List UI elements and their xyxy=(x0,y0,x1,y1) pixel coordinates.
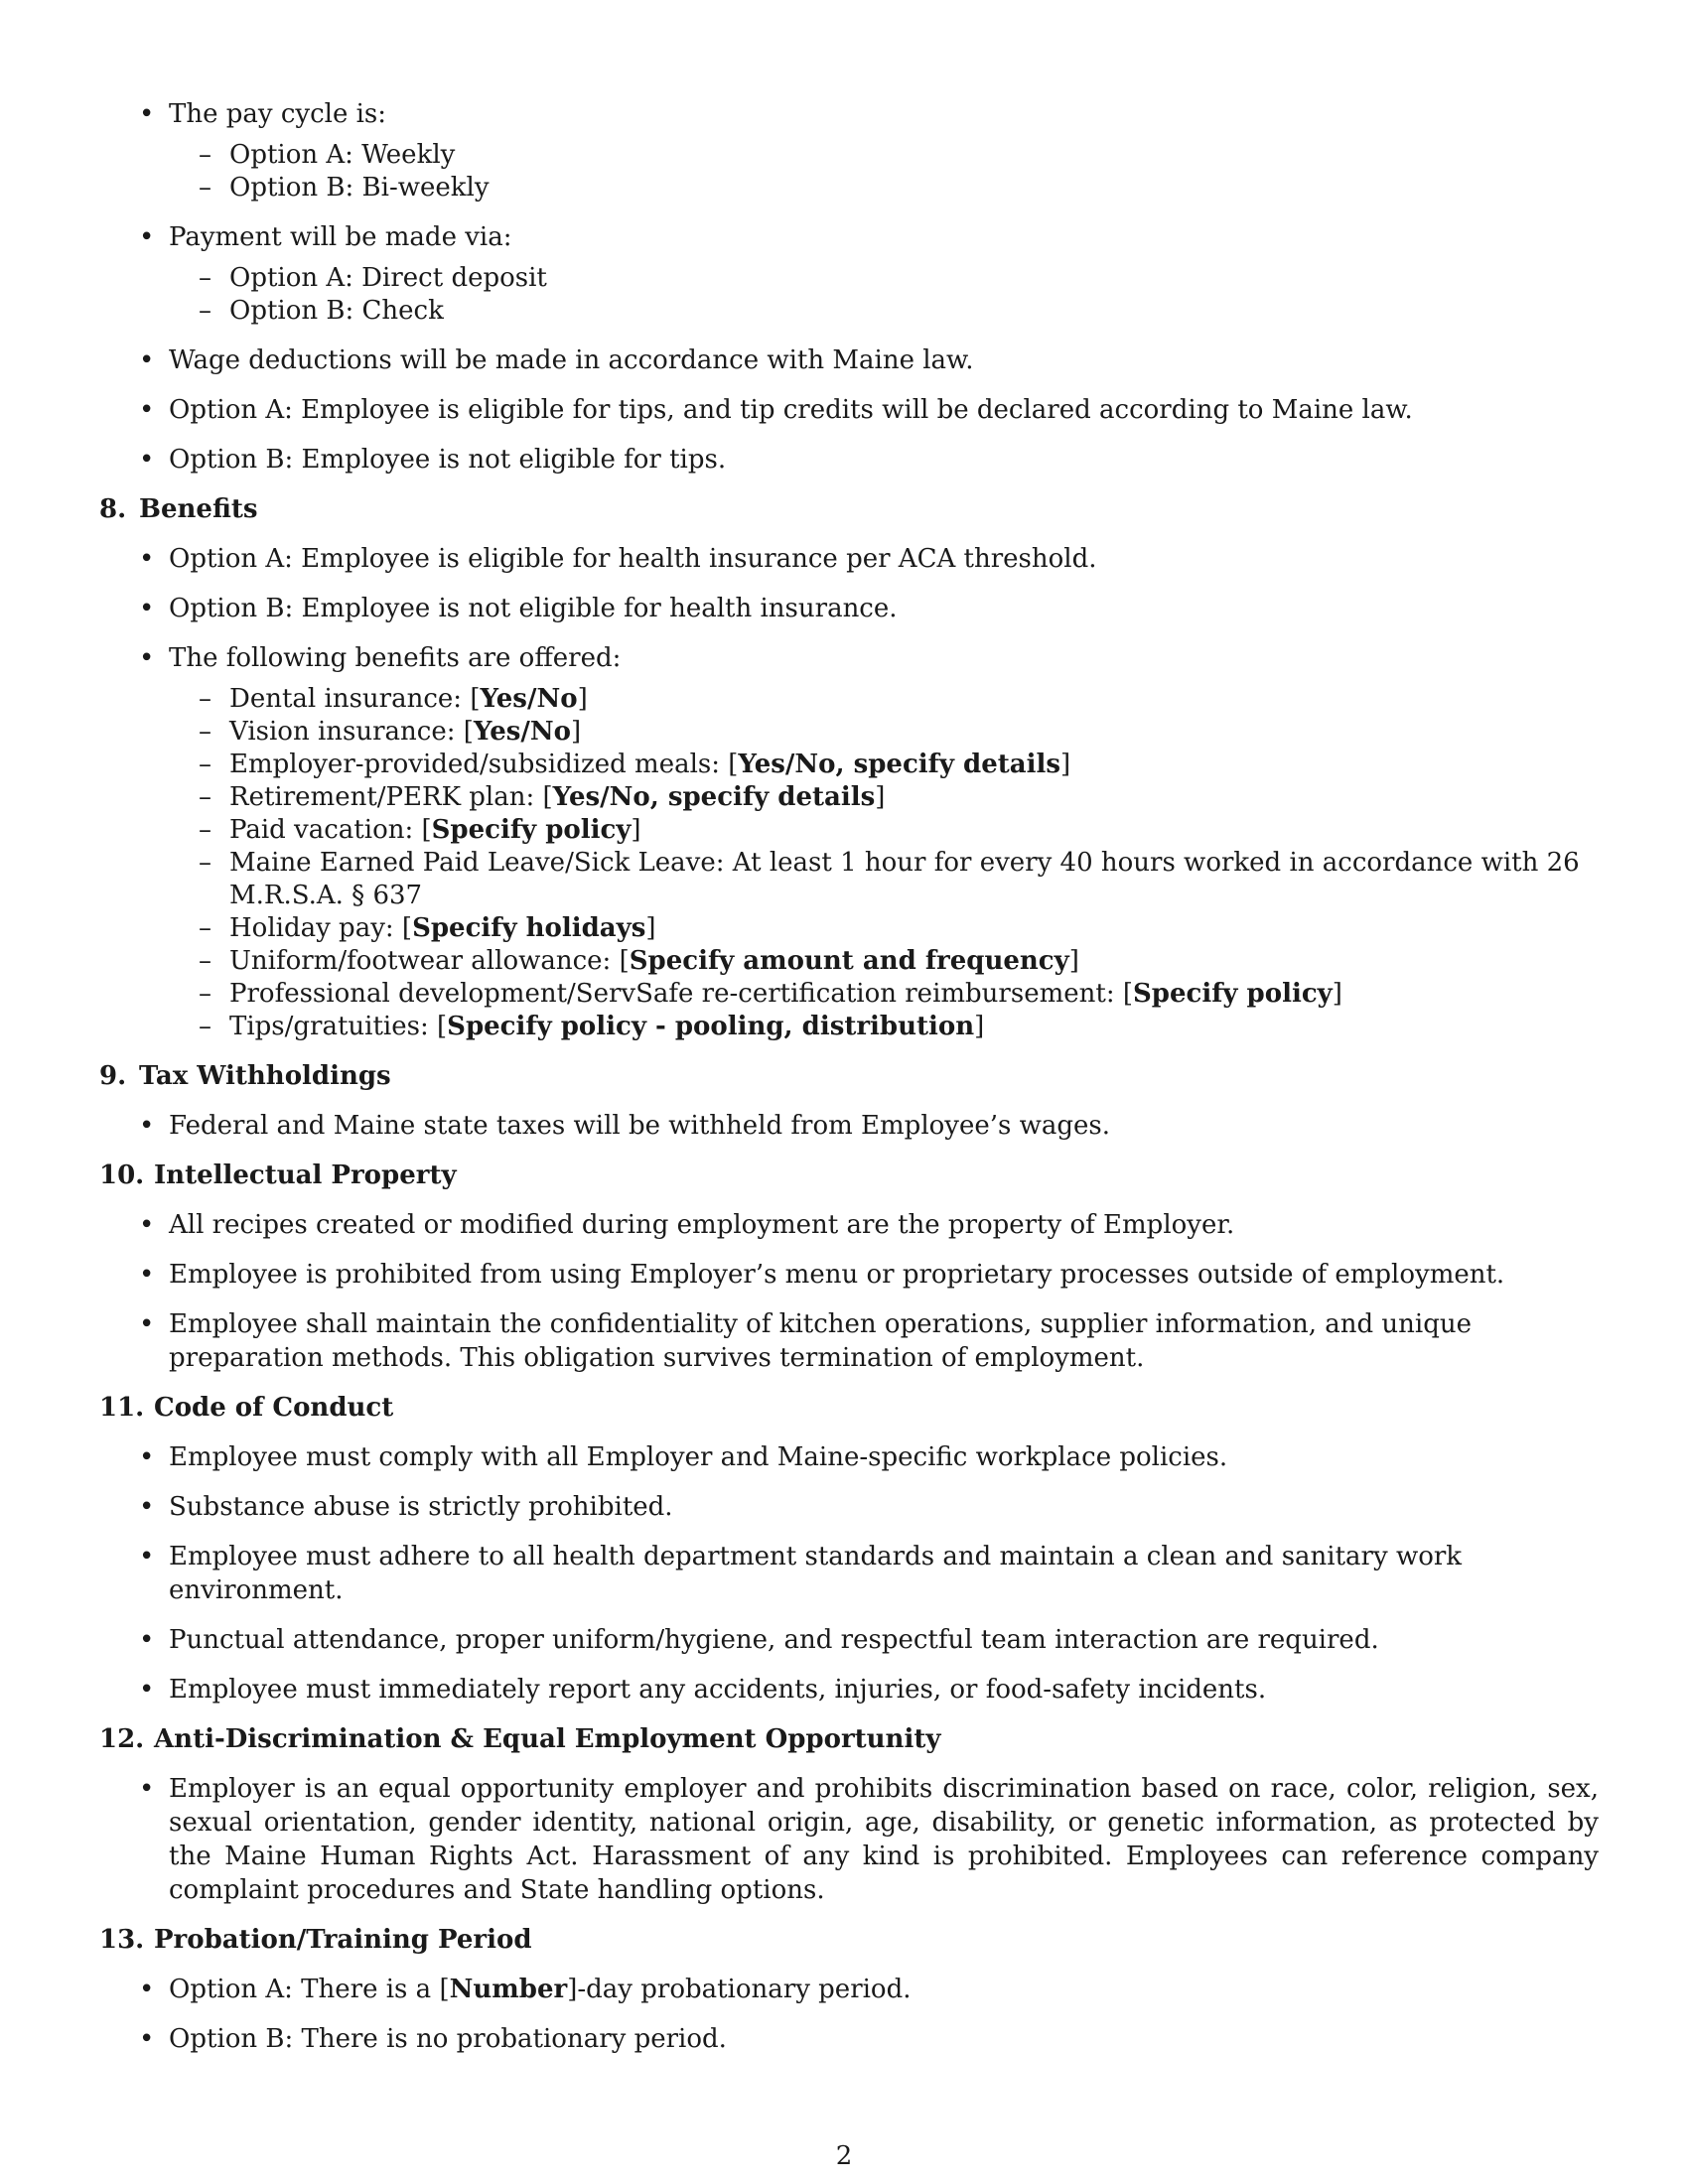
list-item: • Option A: There is a [Number]-day probationary period. xyxy=(139,1975,912,2004)
benefit-item-leave: – Maine Earned Paid Leave/Sick Leave: At least 1 hour for every 40 hours worked in accordance with 26 M.R.S.A. § 637 xyxy=(199,848,1580,910)
section-heading-tax: 9. Tax Withholdings xyxy=(99,1061,391,1091)
list-item: • Payment will be made via: – Option A: Direct deposit – Option B: Check xyxy=(99,220,1599,328)
list-item: • Employee must immediately report any accidents, injuries, or food-safety incidents. xyxy=(139,1675,1267,1705)
section-heading-benefits: 8. Benefits xyxy=(99,494,258,524)
benefit-item: – Paid vacation: [Specify policy] xyxy=(199,815,641,845)
list-item: • Federal and Maine state taxes will be withheld from Employee’s wages. xyxy=(139,1111,1111,1141)
benefit-item: – Tips/gratuities: [Specify policy - pooling, distribution] xyxy=(199,1012,985,1041)
list-item: • The pay cycle is: – Option A: Weekly – Option B: Bi-weekly xyxy=(99,97,1599,205)
pay-list xyxy=(99,97,1599,477)
list-item: • Substance abuse is strictly prohibited. xyxy=(139,1492,673,1522)
section-heading-ip: 10. Intellectual Property xyxy=(99,1160,457,1190)
benefit-item: – Dental insurance: [Yes/No] xyxy=(199,684,588,714)
sub-item: – Option B: Check xyxy=(199,296,444,326)
list-item: • Employer is an equal opportunity employer and prohibits discrimination based on race, color, religion, sex, sexual orientation, gender identity, national origin, age, disability, or genetic information, as protected by the Maine Human Rights Act. Harassment of any kind is prohibited. Employees can reference company complaint procedures and State handling options. xyxy=(139,1774,1599,1905)
list-item: • Employee shall maintain the confidentiality of kitchen operations, supplier information, and unique preparation methods. This obligation survives termination of employment. xyxy=(139,1309,1473,1373)
list-item: • Wage deductions will be made in accordance with Maine law. xyxy=(139,345,974,375)
section-heading-conduct: 11. Code of Conduct xyxy=(99,1393,394,1423)
ip-list xyxy=(99,1208,1599,1375)
sub-item: – Option A: Direct deposit xyxy=(199,263,547,293)
antidiscrimination-list xyxy=(99,1772,1599,1907)
benefit-item: – Holiday pay: [Specify holidays] xyxy=(199,913,656,943)
list-item: • Option A: Employee is eligible for tips, and tip credits will be declared according to Maine law. xyxy=(139,395,1413,425)
sub-item: – Option B: Bi-weekly xyxy=(199,173,490,203)
list-item: • Option B: Employee is not eligible for tips. xyxy=(139,445,727,475)
benefit-item: – Retirement/PERK plan: [Yes/No, specify details] xyxy=(199,782,886,812)
page-number: 2 xyxy=(835,2141,853,2171)
sub-item: – Option A: Weekly xyxy=(199,140,456,170)
document-page xyxy=(99,97,1599,2072)
list-item: • Employee must comply with all Employer and Maine-specific workplace policies. xyxy=(139,1442,1228,1472)
list-item: • All recipes created or modified during employment are the property of Employer. xyxy=(139,1210,1235,1240)
list-item: • Punctual attendance, proper uniform/hygiene, and respectful team interaction are required. xyxy=(139,1625,1379,1655)
list-item: • Employee is prohibited from using Employer’s menu or proprietary processes outside of employment. xyxy=(139,1260,1505,1290)
list-item: • Option A: Employee is eligible for health insurance per ACA threshold. xyxy=(139,544,1097,574)
section-heading-probation: 13. Probation/Training Period xyxy=(99,1925,532,1955)
list-item: • The following benefits are offered: – Dental insurance: [Yes/No] – Vision insurance: [Yes/No] – Employer-provided/subsidized meals: [Yes/No, specify details] – Retirement/PERK plan: [Yes/No, specify details] – Paid vacation: [Specify policy] – Maine Earned Paid Leave/Sick Leave: At least 1 hour for every 40 hours worked in accordance with 26 M.R.S.A. § 637 – Holiday pay: [Specify holidays] – Uniform/footwear allowance: [Specify amount and frequency] – Professional development/ServSafe re-certification reimbursement: [Specify policy] – Tips/gratuities: [Specify policy - pooling, distribution] xyxy=(99,641,1599,1043)
tax-list xyxy=(99,1109,1599,1143)
benefits-sublist xyxy=(169,683,1599,1043)
section-heading-antidiscrimination: 12. Anti-Discrimination & Equal Employment Opportunity xyxy=(99,1724,941,1754)
benefit-item: – Uniform/footwear allowance: [Specify amount and frequency] xyxy=(199,946,1079,976)
benefit-item: – Vision insurance: [Yes/No] xyxy=(199,717,582,747)
benefit-item: – Employer-provided/subsidized meals: [Yes/No, specify details] xyxy=(199,750,1071,779)
probation-list xyxy=(99,1973,1599,2056)
list-item: • Employee must adhere to all health department standards and maintain a clean and sanitary work environment. xyxy=(139,1542,1463,1605)
conduct-list xyxy=(99,1440,1599,1706)
benefits-list xyxy=(99,542,1599,1043)
benefit-item: – Professional development/ServSafe re-certification reimbursement: [Specify policy] xyxy=(199,979,1342,1009)
list-item: • Option B: Employee is not eligible for health insurance. xyxy=(139,594,898,623)
list-item: • Option B: There is no probationary period. xyxy=(139,2024,727,2054)
